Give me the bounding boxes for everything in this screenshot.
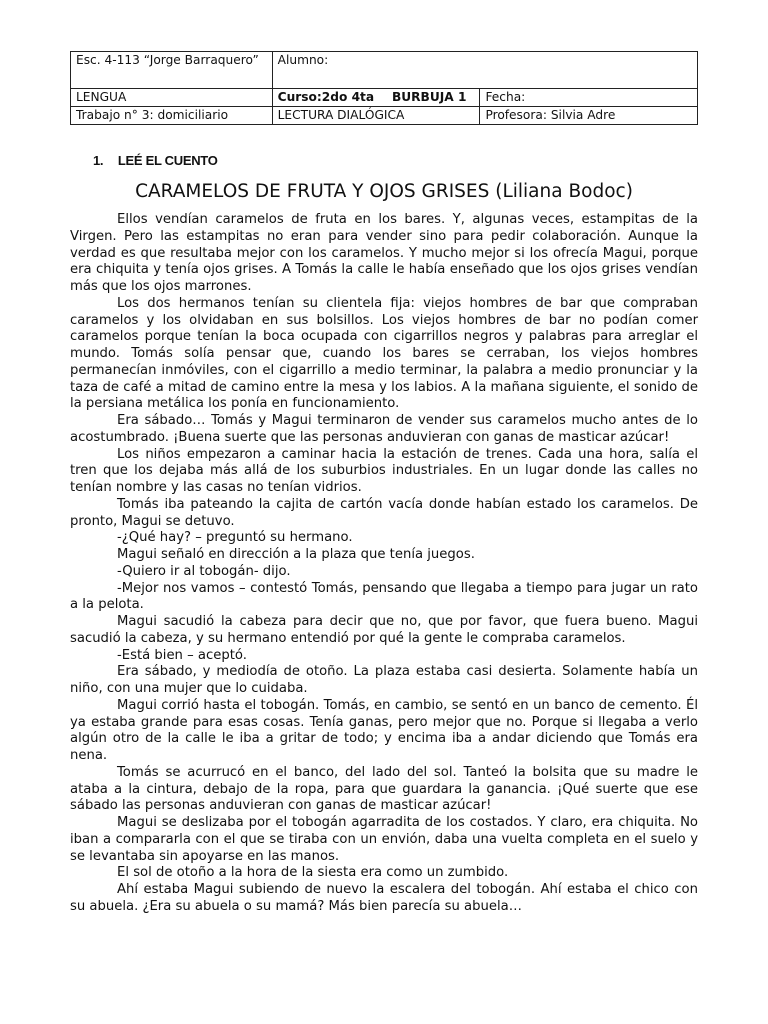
story-paragraph: Magui sacudió la cabeza para decir que no, que por favor, que fuera bueno. Magui sacudió la cabeza, y su hermano entendió por qué la gente le compraba caramelos. <box>70 614 698 646</box>
header-row-2 <box>71 89 698 107</box>
story-paragraph: Magui se deslizaba por el tobogán agarradita de los costados. Y claro, era chiquita. No iban a compararla con el que se tiraba con un envión, daba una vuelta completa en el suelo y se levantaba sin apoyarse en las manos. <box>70 815 698 864</box>
story-paragraph: Tomás se acurrucó en el banco, del lado del sol. Tanteó la bolsita que su madre le ataba a la cintura, debajo de la ropa, para que guardara la ganancia. ¡Qué suerte que ese sábado las personas anduvieran con ganas de masticar azúcar! <box>70 764 698 814</box>
header-table <box>70 51 698 125</box>
assignment-cell: Trabajo n° 3: domiciliario <box>71 107 273 125</box>
header-row-1 <box>71 52 698 89</box>
story-paragraph: El sol de otoño a la hora de la siesta era como un zumbido. <box>117 865 509 881</box>
story-paragraph: -Está bien – aceptó. <box>117 647 247 663</box>
reading-type-cell: LECTURA DIALÓGICA <box>272 107 480 125</box>
teacher-cell: Profesora: Silvia Adre <box>480 107 698 125</box>
section-heading-text: LEÉ EL CUENTO <box>117 153 218 168</box>
story-paragraph: Era sábado… Tomás y Magui terminaron de vender sus caramelos mucho antes de lo acostumbrado. ¡Buena suerte que las personas anduvieran con ganas de masticar azúcar! <box>70 413 698 445</box>
story-paragraph: Magui corrió hasta el tobogán. Tomás, en cambio, se sentó en un banco de cemento. Él ya estaba grande para esas cosas. Tenía ganas, pero mejor que no. Porque si llegaba a verlo algún otro de la calle le iba a gritar de todo; y encima iba a andar diciendo que Tomás era nena. <box>70 697 698 763</box>
course-cell <box>272 89 480 107</box>
story-paragraph: Los niños empezaron a caminar hacia la estación de trenes. Cada una hora, salía el tren que los dejaba más allá de los suburbios industriales. En un lugar donde las calles no tenían nombre y las casas no tenían vidrios. <box>70 446 698 495</box>
course-label: Curso:2do 4ta <box>277 90 375 104</box>
story-paragraph: Los dos hermanos tenían su clientela fija: viejos hombres de bar que compraban caramelos y los olvidaban en sus bolsillos. Los viejos hombres de bar no podían comer caramelos porque tenían la boca ocupada con cigarrillos negros y palabras para arreglar el mundo. Tomás solía pensar que, cuando los bares se cerraban, los viejos hombres permanecían inmóviles, con el cigarrillo a medio terminar, la palabra a medio pronunciar y la taza de café a mitad de camino entre la mesa y los labios. A la mañana siguiente, el sonido de la persiana metálica los ponía en funcionamiento. <box>70 295 698 412</box>
student-name-cell: Alumno: <box>272 52 697 89</box>
story-body <box>70 212 698 916</box>
date-cell: Fecha: <box>480 89 698 107</box>
story-paragraph: Ellos vendían caramelos de fruta en los bares. Y, algunas veces, estampitas de la Virgen. Pero las estampitas no eran para vender sino para pedir colaboración. Aunque la verdad es que resultaba mejor con los caramelos. Y mucho mejor si los ofrecía Magui, porque era chiquita y tenía ojos grises. A Tomás la calle le había enseñado que los ojos grises vendían más que los ojos marrones. <box>70 212 698 294</box>
header-row-3 <box>71 107 698 125</box>
story-paragraph: -Mejor nos vamos – contestó Tomás, pensando que llegaba a tiempo para jugar un rato a la pelota. <box>70 580 698 613</box>
story-paragraph: Ahí estaba Magui subiendo de nuevo la escalera del tobogán. Ahí estaba el chico con su abuela. ¿Era su abuela o su mamá? Más bien parecía su abuela… <box>70 882 698 914</box>
story-paragraph: Tomás iba pateando la cajita de cartón vacía donde habían estado los caramelos. De pronto, Magui se detuvo. <box>70 496 698 529</box>
section-heading <box>93 153 218 169</box>
story-paragraph: -¿Qué hay? – preguntó su hermano. <box>117 530 353 546</box>
section-number: 1. <box>93 153 104 168</box>
story-paragraph: -Quiero ir al tobogán- dijo. <box>117 563 291 579</box>
story-paragraph: Magui señaló en dirección a la plaza que tenía juegos. <box>117 547 475 562</box>
story-title: CARAMELOS DE FRUTA Y OJOS GRISES (Liliana Bodoc) <box>135 181 633 202</box>
bubble-label: BURBUJA 1 <box>391 90 467 104</box>
story-paragraph: Era sábado, y mediodía de otoño. La plaza estaba casi desierta. Solamente había un niño, con una mujer que lo cuidaba. <box>70 664 698 696</box>
school-cell: Esc. 4-113 “Jorge Barraquero” <box>71 52 273 89</box>
subject-cell: LENGUA <box>71 89 273 107</box>
